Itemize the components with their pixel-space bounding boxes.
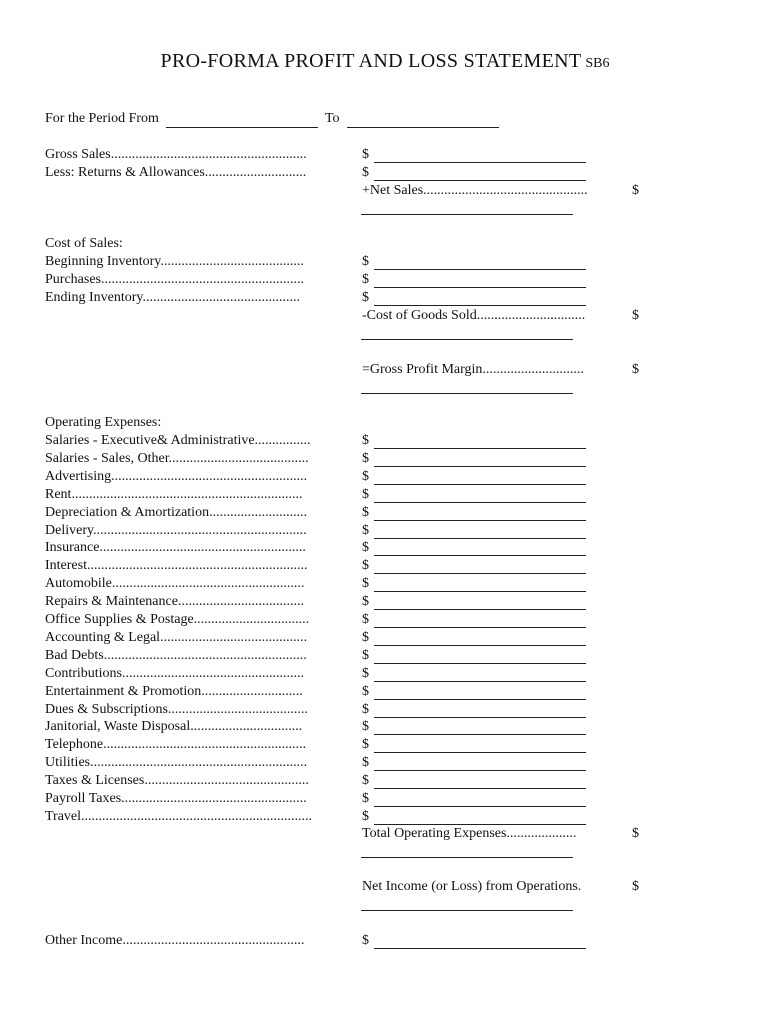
form-title	[0, 50, 770, 73]
expense-amount-field[interactable]	[362, 754, 592, 772]
expense-label: Dues & Subscriptions........................................	[45, 701, 308, 717]
net-sales-field[interactable]	[361, 214, 573, 215]
expense-label: Janitorial, Waste Disposal................................	[45, 719, 303, 735]
expense-label: Advertising........................................................	[45, 468, 308, 484]
cogs-dollar: $	[632, 308, 639, 323]
expense-amount-field[interactable]	[362, 575, 592, 593]
expense-amount-field[interactable]	[362, 665, 592, 683]
expense-label: Utilities..............................................................	[45, 755, 308, 771]
period-row	[45, 110, 499, 128]
form-code: SB6	[585, 56, 610, 71]
expense-label: Accounting & Legal..........................................	[45, 629, 308, 645]
dollar-sign: $	[362, 808, 369, 824]
expense-amount-field[interactable]	[362, 522, 592, 540]
expense-label: Interest...............................................................	[45, 558, 308, 574]
dollar-sign: $	[362, 290, 369, 305]
expense-label: Repairs & Maintenance....................................	[45, 594, 304, 610]
dollar-sign: $	[362, 433, 369, 448]
returns-field[interactable]	[362, 164, 592, 182]
expense-label: Telephone..........................................................	[45, 737, 307, 753]
total-opex-field[interactable]	[361, 857, 573, 858]
expense-label: Insurance...........................................................	[45, 540, 306, 556]
dollar-sign: $	[362, 504, 369, 520]
expense-amount-field[interactable]	[362, 647, 592, 665]
gross-sales-label: Gross Sales........................................................	[45, 147, 307, 162]
expense-amount-field[interactable]	[362, 683, 592, 701]
operating-expenses-heading: Operating Expenses:	[45, 415, 162, 430]
dollar-sign: $	[362, 647, 369, 663]
expense-label: Automobile.......................................................	[45, 576, 305, 592]
expense-amount-field[interactable]	[362, 504, 592, 522]
ending-inventory-field[interactable]	[362, 289, 592, 307]
purchases-field[interactable]	[362, 271, 592, 289]
expense-label: Entertainment & Promotion.............................	[45, 683, 303, 699]
expense-label: Depreciation & Amortization............................	[45, 504, 308, 520]
dollar-sign: $	[362, 540, 369, 556]
period-to-label: To	[324, 111, 340, 126]
net-income-dollar: $	[632, 879, 639, 894]
expense-amount-field[interactable]	[362, 593, 592, 611]
expense-amount-field[interactable]	[362, 450, 592, 468]
period-from-field[interactable]	[166, 113, 318, 128]
expense-amount-field[interactable]	[362, 539, 592, 557]
expense-amount-field[interactable]	[362, 557, 592, 575]
dollar-sign: $	[362, 737, 369, 753]
dollar-sign: $	[362, 522, 369, 538]
expense-amount-field[interactable]	[362, 468, 592, 486]
expense-label: Travel..................................................................	[45, 808, 313, 824]
gross-profit-dollar: $	[632, 362, 639, 377]
dollar-sign: $	[362, 683, 369, 699]
cost-of-sales-heading: Cost of Sales:	[45, 236, 123, 251]
expense-amount-field[interactable]	[362, 432, 592, 450]
dollar-sign: $	[362, 165, 369, 180]
dollar-sign: $	[362, 933, 369, 948]
dollar-sign: $	[362, 450, 369, 466]
net-income-label: Net Income (or Loss) from Operations.	[362, 879, 582, 894]
expense-label: Rent..................................................................	[45, 486, 303, 502]
net-sales-label: +Net Sales...............................................	[362, 183, 588, 198]
net-sales-dollar: $	[632, 183, 639, 198]
purchases-label: Purchases..........................................................	[45, 272, 304, 287]
expense-amount-field[interactable]	[362, 736, 592, 754]
expense-label: Bad Debts..........................................................	[45, 647, 307, 663]
expense-amount-field[interactable]	[362, 772, 592, 790]
expense-label: Salaries - Sales, Other........................................	[45, 450, 309, 466]
cogs-field[interactable]	[361, 339, 573, 340]
title-text: PRO-FORMA PROFIT AND LOSS STATEMENT	[160, 50, 582, 72]
dollar-sign: $	[362, 612, 369, 627]
dollar-sign: $	[362, 272, 369, 287]
expense-amount-field[interactable]	[362, 718, 592, 736]
expense-label: Salaries - Executive& Administrative................	[45, 433, 311, 448]
expense-amount-field[interactable]	[362, 486, 592, 504]
total-opex-label: Total Operating Expenses....................	[362, 826, 577, 841]
total-opex-dollar: $	[632, 826, 639, 841]
dollar-sign: $	[362, 755, 369, 771]
dollar-sign: $	[362, 665, 369, 681]
gross-profit-field[interactable]	[361, 393, 573, 394]
dollar-sign: $	[362, 576, 369, 592]
other-income-label: Other Income....................................................	[45, 933, 305, 948]
dollar-sign: $	[362, 773, 369, 789]
dollar-sign: $	[362, 594, 369, 610]
cogs-label: -Cost of Goods Sold...............................	[362, 308, 586, 323]
expense-label: Delivery.............................................................	[45, 522, 307, 538]
dollar-sign: $	[362, 629, 369, 645]
expense-amount-field[interactable]	[362, 611, 592, 629]
dollar-sign: $	[362, 254, 369, 269]
gross-sales-field[interactable]	[362, 146, 592, 164]
beginning-inventory-field[interactable]	[362, 253, 592, 271]
dollar-sign: $	[362, 558, 369, 574]
dollar-sign: $	[362, 719, 369, 735]
expense-label: Payroll Taxes.....................................................	[45, 791, 307, 806]
expense-amount-field[interactable]	[362, 701, 592, 719]
dollar-sign: $	[362, 468, 369, 484]
net-income-field[interactable]	[361, 910, 573, 911]
dollar-sign: $	[362, 791, 369, 806]
other-income-field[interactable]	[362, 932, 592, 950]
gross-profit-label: =Gross Profit Margin.............................	[362, 362, 584, 377]
beginning-inventory-label: Beginning Inventory.........................................	[45, 254, 304, 269]
expense-amount-field[interactable]	[362, 629, 592, 647]
expense-amount-field[interactable]	[362, 790, 592, 808]
ending-inventory-label: Ending Inventory.............................................	[45, 290, 300, 305]
expense-label: Office Supplies & Postage.................................	[45, 612, 310, 627]
period-from-label: For the Period From	[45, 111, 159, 126]
period-to-field[interactable]	[347, 113, 499, 128]
expense-label: Taxes & Licenses...............................................	[45, 773, 309, 789]
returns-label: Less: Returns & Allowances.............................	[45, 165, 307, 180]
dollar-sign: $	[362, 486, 369, 502]
dollar-sign: $	[362, 701, 369, 717]
dollar-sign: $	[362, 147, 369, 162]
expense-amount-field[interactable]	[362, 808, 592, 826]
expense-label: Contributions....................................................	[45, 665, 305, 681]
